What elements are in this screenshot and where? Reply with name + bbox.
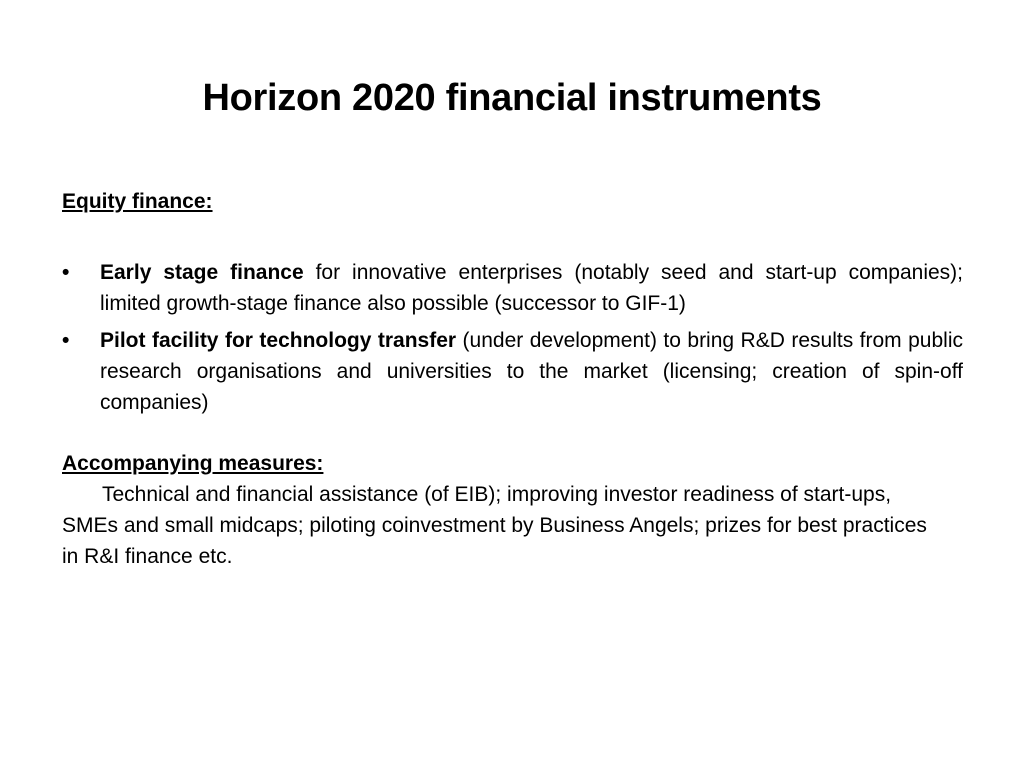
list-item xyxy=(62,325,963,418)
slide-title: Horizon 2020 financial instruments xyxy=(202,77,822,119)
list-item xyxy=(62,257,963,319)
bullet-lead-text: Early stage finance xyxy=(100,261,304,284)
bullet-body-text: (under development) to bring R&D results from public research organisations and universities to the market (licensing; creation of spin-off companies) xyxy=(100,329,963,414)
accompanying-measures-text: Technical and financial assistance (of EIB); improving investor readiness of start-ups, SMEs and small midcaps; piloting coinvestment by Business Angels; prizes for best practices in R&I finance etc. xyxy=(62,483,927,568)
bullet-icon: • xyxy=(62,329,70,352)
bullet-lead-text: Pilot facility for technology transfer xyxy=(100,329,457,352)
bullet-body-text: for innovative enterprises (notably seed and start-up companies); limited growth-stage finance also possible (successor to GIF-1) xyxy=(100,261,963,315)
accompanying-measures-heading: Accompanying measures: xyxy=(62,452,324,475)
bullet-icon: • xyxy=(62,261,70,284)
equity-finance-list xyxy=(62,257,963,418)
equity-finance-heading: Equity finance: xyxy=(62,190,213,213)
slide-body xyxy=(62,186,963,572)
